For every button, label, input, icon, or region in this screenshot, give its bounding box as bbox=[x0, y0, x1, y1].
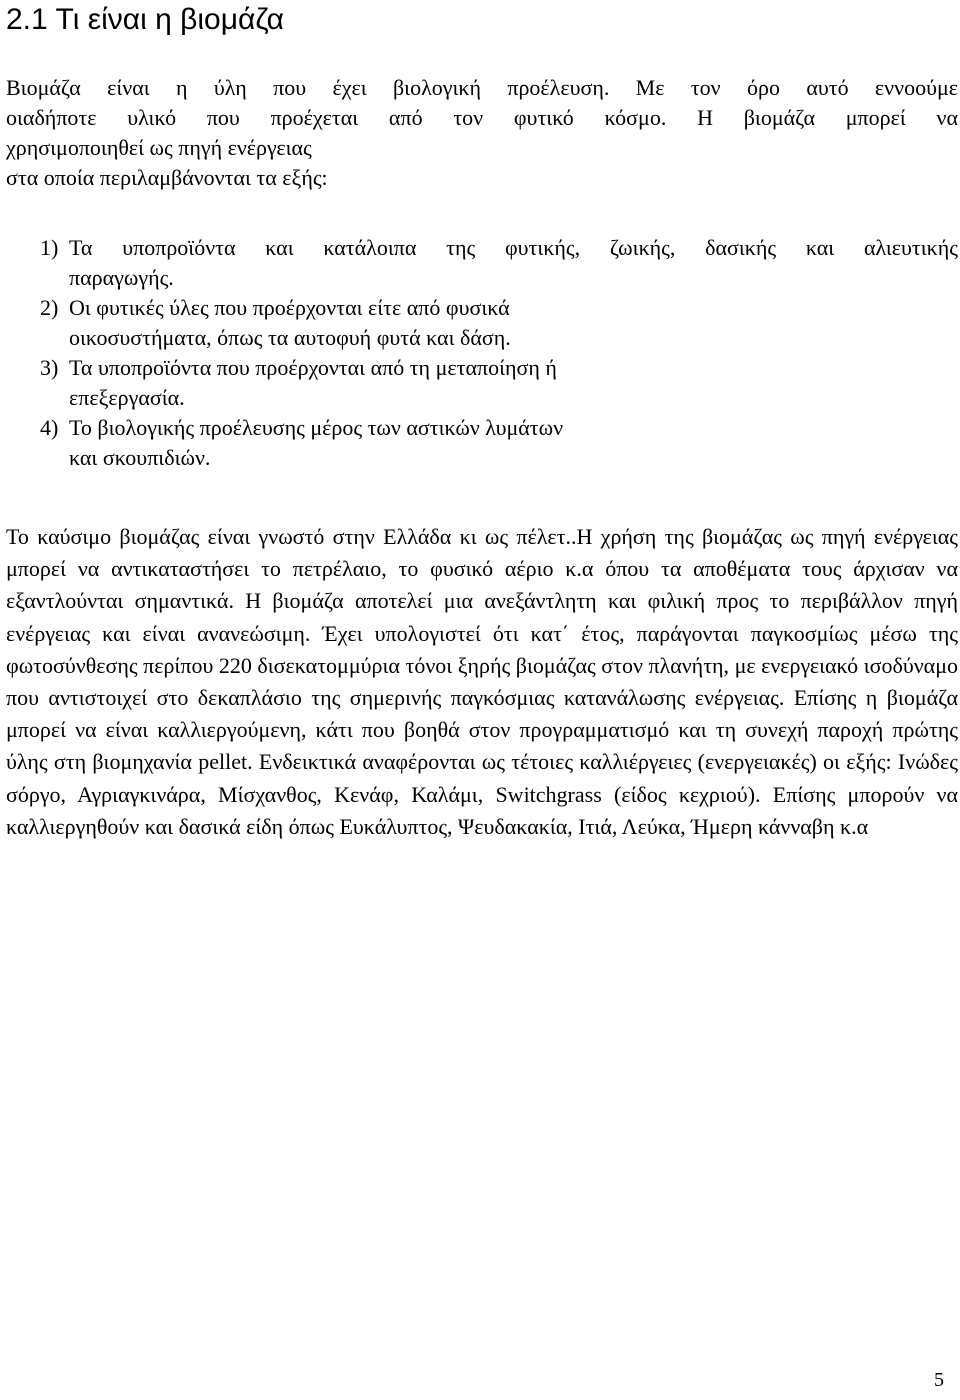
list-item-number: 1) bbox=[40, 235, 59, 260]
page-number: 5 bbox=[934, 1369, 944, 1391]
intro-line: Βιομάζα είναι η ύλη που έχει βιολογική προέλευση. Με τον όρο αυτό εννοούμε bbox=[6, 75, 958, 100]
list-item-line: Το βιολογικής προέλευσης μέρος των αστικών λυμάτων bbox=[69, 415, 564, 440]
list-item-text bbox=[69, 413, 958, 473]
section-heading: 2.1 Τι είναι η βιομάζα bbox=[6, 3, 284, 36]
list-item-line: Τα υποπροϊόντα και κατάλοιπα της φυτικής, ζωικής, δασικής και αλιευτικής bbox=[69, 235, 958, 260]
list-item bbox=[40, 233, 958, 293]
list-item-line: παραγωγής. bbox=[69, 265, 174, 290]
intro-line: στα οποία περιλαμβάνονται τα εξής: bbox=[6, 165, 328, 190]
list-item-text bbox=[69, 293, 958, 353]
intro-paragraph bbox=[6, 73, 958, 193]
body-paragraph: Το καύσιμο βιομάζας είναι γνωστό στην Ελλάδα κι ως πέλετ..Η χρήση της βιομάζας ως πηγή ενέργειας μπορεί να αντικαταστήσει το πετρέλαιο, το φυσικό αέριο κ.α όπου τα αποθέματα τους άρχισαν να εξαντλούνται σημαντικά. Η βιομάζα αποτελεί μια ανεξάντλητη και φιλική προς το περιβάλλον πηγή ενέργειας και είναι ανανεώσιμη. Έχει υπολογιστεί ότι κατ΄ έτος, παράγονται παγκοσμίως μέσω της φωτοσύνθεσης περίπου 220 δισεκατομμύρια τόνοι ξηρής βιομάζας στον πλανήτη, με ενεργειακό ισοδύναμο που αντιστοιχεί στο δεκαπλάσιο της σημερινής παγκόσμιας κατανάλωσης ενέργειας. Επίσης η βιομάζα μπορεί να είναι καλλιεργούμενη, κάτι που βοηθά στον προγραμματισμό και τη συνεχή παροχή πρώτης ύλης στη βιομηχανία pellet. Ενδεικτικά αναφέρονται ως τέτοιες καλλιέργειες (ενεργειακές) οι εξής: Ινώδες σόργο, Αγριαγκινάρα, Μίσχανθος, Κενάφ, Καλάμι, Switchgrass (είδος κεχριού). Επίσης μπορούν να καλλιεργηθούν και δασικά είδη όπως Ευκάλυπτος, Ψευδακακία, Ιτιά, Λεύκα, Ήμερη κάνναβη κ.α bbox=[6, 524, 958, 839]
list-item bbox=[40, 413, 958, 473]
list-item-line: Οι φυτικές ύλες που προέρχονται είτε από φυσικά bbox=[69, 295, 510, 320]
list-item bbox=[40, 353, 958, 413]
list-item-line: και σκουπιδιών. bbox=[69, 445, 211, 470]
list-item-number: 4) bbox=[40, 415, 59, 440]
list-item bbox=[40, 293, 958, 353]
list-item-number: 2) bbox=[40, 295, 59, 320]
list-item-text bbox=[69, 233, 958, 293]
numbered-list bbox=[40, 233, 958, 473]
list-item-text bbox=[69, 353, 958, 413]
list-item-line: Τα υποπροϊόντα που προέρχονται από τη μεταποίηση ή bbox=[69, 355, 557, 380]
intro-line: χρησιμοποιηθεί ως πηγή ενέργειας bbox=[6, 135, 312, 160]
list-item-line: επεξεργασία. bbox=[69, 385, 185, 410]
list-item-line: οικοσυστήματα, όπως τα αυτοφυή φυτά και δάση. bbox=[69, 325, 511, 350]
list-item-number: 3) bbox=[40, 355, 59, 380]
intro-line: οιαδήποτε υλικό που προέχεται από τον φυτικό κόσμο. Η βιομάζα μπορεί να bbox=[6, 105, 958, 130]
